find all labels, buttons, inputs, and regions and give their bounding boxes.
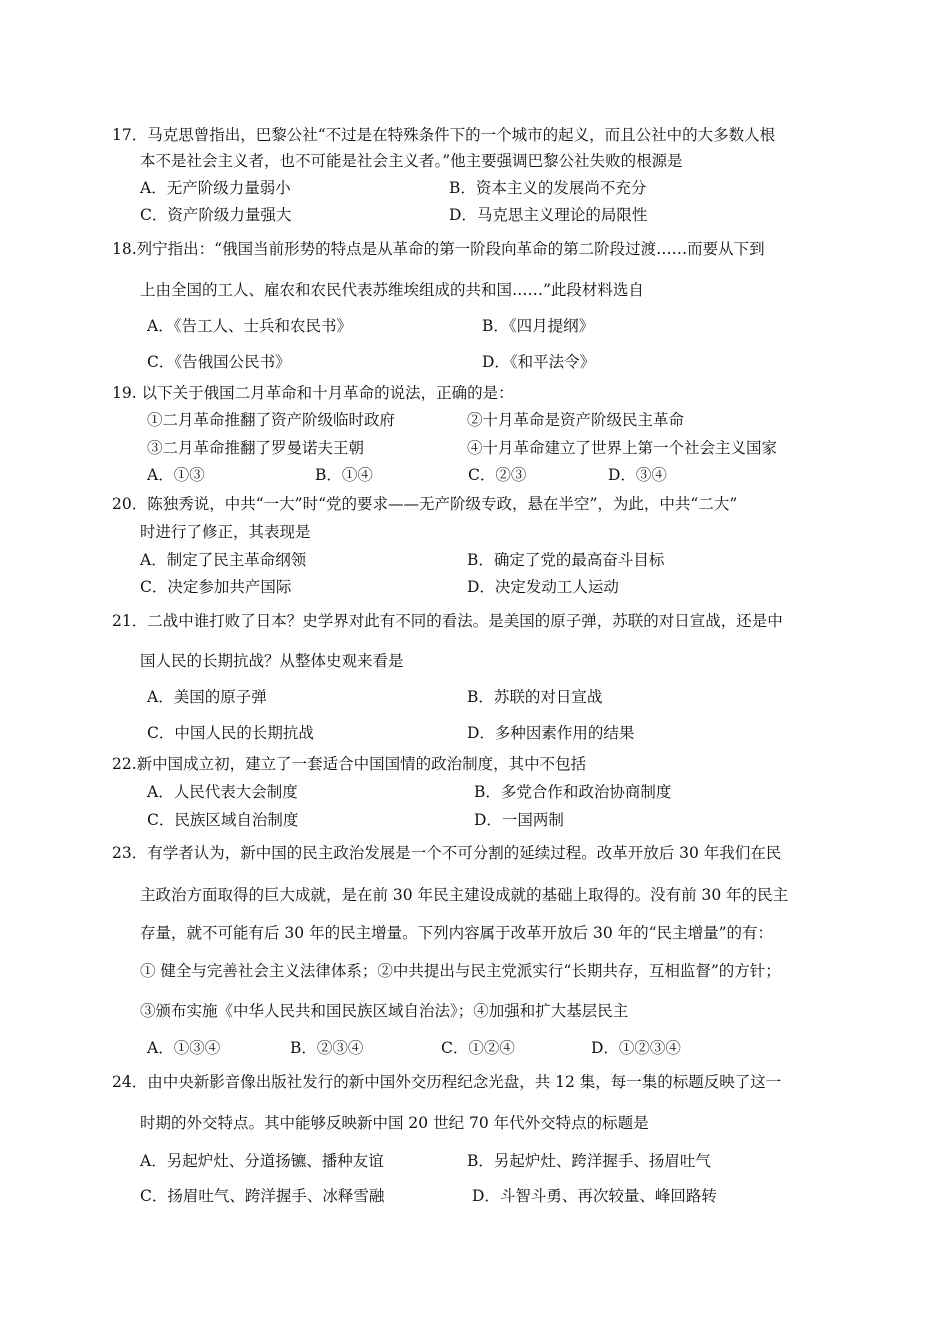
option-a: A．①③ (147, 466, 205, 484)
question-stem: 存量，就不可能有后 30 年的民主增量。下列内容属于改革开放后 30 年的“民主增量”的有： (140, 924, 774, 942)
option-a: A．另起炉灶、分道扬镳、播种友谊 (140, 1152, 384, 1170)
question-stem: 24．由中央新影音像出版社发行的新中国外交历程纪念光盘，共 12 集，每一集的标题反映了这一 (112, 1073, 782, 1091)
question-stem: 18.列宁指出：“俄国当前形势的特点是从革命的第一阶段向革命的第二阶段过渡……而要从下到 (112, 240, 765, 258)
option-b: B．资本主义的发展尚不充分 (449, 179, 647, 197)
option-c: C．决定参加共产国际 (140, 578, 292, 596)
option-b: B．确定了党的最高奋斗目标 (467, 551, 665, 569)
question-stem: 时进行了修正，其表现是 (140, 523, 311, 541)
question-stem: 23．有学者认为，新中国的民主政治发展是一个不可分割的延续过程。改革开放后 30 年我们在民 (112, 844, 782, 862)
question-stem: 17．马克思曾指出，巴黎公社“不过是在特殊条件下的一个城市的起义，而且公社中的大多数人根 (112, 126, 776, 144)
option-a: A．人民代表大会制度 (147, 783, 298, 801)
statement-4: ④十月革命建立了世界上第一个社会主义国家 (467, 439, 778, 457)
statement-1: ①二月革命推翻了资产阶级临时政府 (147, 411, 396, 429)
question-stem: 主政治方面取得的巨大成就，是在前 30 年民主建设成就的基础上取得的。没有前 30 年的民主 (140, 886, 789, 904)
option-b: B．①④ (315, 466, 373, 484)
option-d: D．多种因素作用的结果 (467, 724, 635, 742)
option-a: A．美国的原子弹 (147, 688, 267, 706)
option-c: C．②③ (468, 466, 527, 484)
statement-line: ① 健全与完善社会主义法律体系；②中共提出与民主党派实行“长期共存，互相监督”的方针； (140, 962, 781, 980)
option-d: D．马克思主义理论的局限性 (449, 206, 648, 224)
question-stem: 19. 以下关于俄国二月革命和十月革命的说法，正确的是： (112, 384, 514, 402)
option-a: A．无产阶级力量弱小 (140, 179, 291, 197)
question-stem: 21．二战中谁打败了日本？史学界对此有不同的看法。是美国的原子弹，苏联的对日宣战，还是中 (112, 612, 783, 630)
question-stem: 22.新中国成立初，建立了一套适合中国国情的政治制度，其中不包括 (112, 755, 587, 773)
option-d: D．决定发动工人运动 (467, 578, 619, 596)
option-c: C．①②④ (441, 1039, 515, 1057)
option-d: D．①②③④ (591, 1039, 681, 1057)
option-a: A．①③④ (147, 1039, 221, 1057)
option-b: B．《四月提纲》 (482, 317, 595, 335)
option-b: B．②③④ (290, 1039, 364, 1057)
question-stem: 上由全国的工人、雇农和农民代表苏维埃组成的共和国……”此段材料选自 (140, 281, 644, 299)
option-a: A．制定了民主革命纲领 (140, 551, 307, 569)
option-d: D．斗智斗勇、再次较量、峰回路转 (472, 1187, 717, 1205)
option-d: D．《和平法令》 (482, 353, 596, 371)
option-c: C．资产阶级力量强大 (140, 206, 292, 224)
option-c: C．扬眉吐气、跨洋握手、冰释雪融 (140, 1187, 385, 1205)
option-c: C．《告俄国公民书》 (147, 353, 291, 371)
statement-2: ②十月革命是资产阶级民主革命 (467, 411, 685, 429)
option-d: D．一国两制 (474, 811, 564, 829)
option-c: C．中国人民的长期抗战 (147, 724, 314, 742)
option-b: B．另起炉灶、跨洋握手、扬眉吐气 (467, 1152, 711, 1170)
option-a: A．《告工人、士兵和农民书》 (147, 317, 352, 335)
question-stem: 国人民的长期抗战？从整体史观来看是 (140, 652, 404, 670)
option-b: B．多党合作和政治协商制度 (474, 783, 672, 801)
question-stem: 时期的外交特点。其中能够反映新中国 20 世纪 70 年代外交特点的标题是 (140, 1114, 649, 1132)
option-c: C．民族区域自治制度 (147, 811, 299, 829)
statement-3: ③二月革命推翻了罗曼诺夫王朝 (147, 439, 365, 457)
option-b: B．苏联的对日宣战 (467, 688, 603, 706)
question-stem: 20．陈独秀说，中共“一大”时“党的要求——无产阶级专政，悬在半空”，为此，中共“二大” (112, 495, 738, 513)
question-stem: 本不是社会主义者，也不可能是社会主义者。”他主要强调巴黎公社失败的根源是 (140, 152, 683, 170)
option-d: D．③④ (608, 466, 667, 484)
statement-line: ③颁布实施《中华人民共和国民族区域自治法》；④加强和扩大基层民主 (140, 1002, 629, 1020)
